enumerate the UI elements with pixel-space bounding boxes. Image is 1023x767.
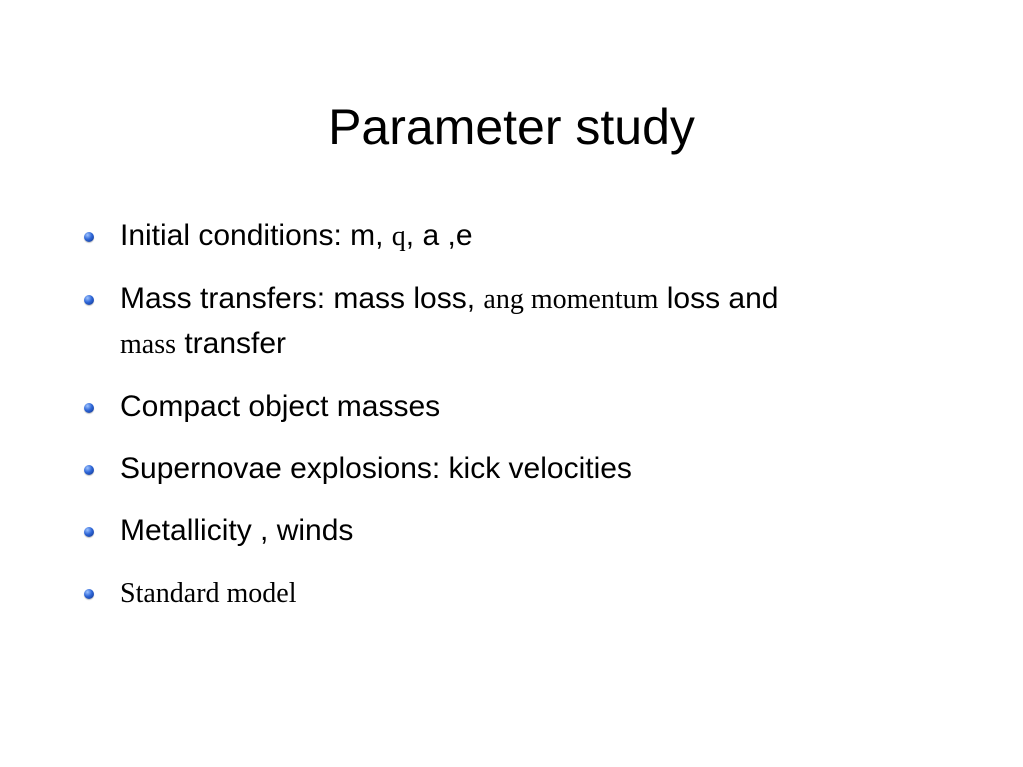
slide-title: Parameter study xyxy=(328,99,695,155)
bullet-text-segment: Standard model xyxy=(120,578,297,609)
bullet-text-segment: Supernovae explosions: kick velocities xyxy=(120,452,632,485)
bullet-item-mass-transfers xyxy=(84,277,944,367)
blue-sphere-bullet-icon xyxy=(84,403,94,413)
bullet-item-compact-object-masses xyxy=(84,385,944,429)
bullet-text-segment: mass xyxy=(120,329,176,360)
bullet-text-segment: Mass transfers: mass loss, xyxy=(120,282,484,315)
bullet-continuation-line xyxy=(120,322,944,367)
blue-sphere-bullet-icon xyxy=(84,465,94,475)
blue-sphere-bullet-icon xyxy=(84,295,94,305)
bullet-item-metallicity-winds xyxy=(84,509,944,553)
bullet-text-segment: Initial conditions: m, xyxy=(120,219,392,252)
bullet-text-segment: transfer xyxy=(176,327,287,360)
bullet-text-segment: q xyxy=(391,221,406,252)
bullet-item-standard-model xyxy=(84,571,944,616)
bullet-text-segment: ang momentum xyxy=(483,284,659,315)
bullet-text-segment: Compact object masses xyxy=(120,390,441,423)
blue-sphere-bullet-icon xyxy=(84,527,94,537)
bullet-list xyxy=(84,214,944,634)
blue-sphere-bullet-icon xyxy=(84,232,94,242)
bullet-item-supernovae-explosions xyxy=(84,447,944,491)
blue-sphere-bullet-icon xyxy=(84,589,94,599)
bullet-item-initial-conditions xyxy=(84,214,944,259)
bullet-text-segment: Metallicity , winds xyxy=(120,514,354,547)
bullet-text-segment: loss and xyxy=(658,282,779,315)
bullet-text-segment: , a ,e xyxy=(405,219,473,252)
